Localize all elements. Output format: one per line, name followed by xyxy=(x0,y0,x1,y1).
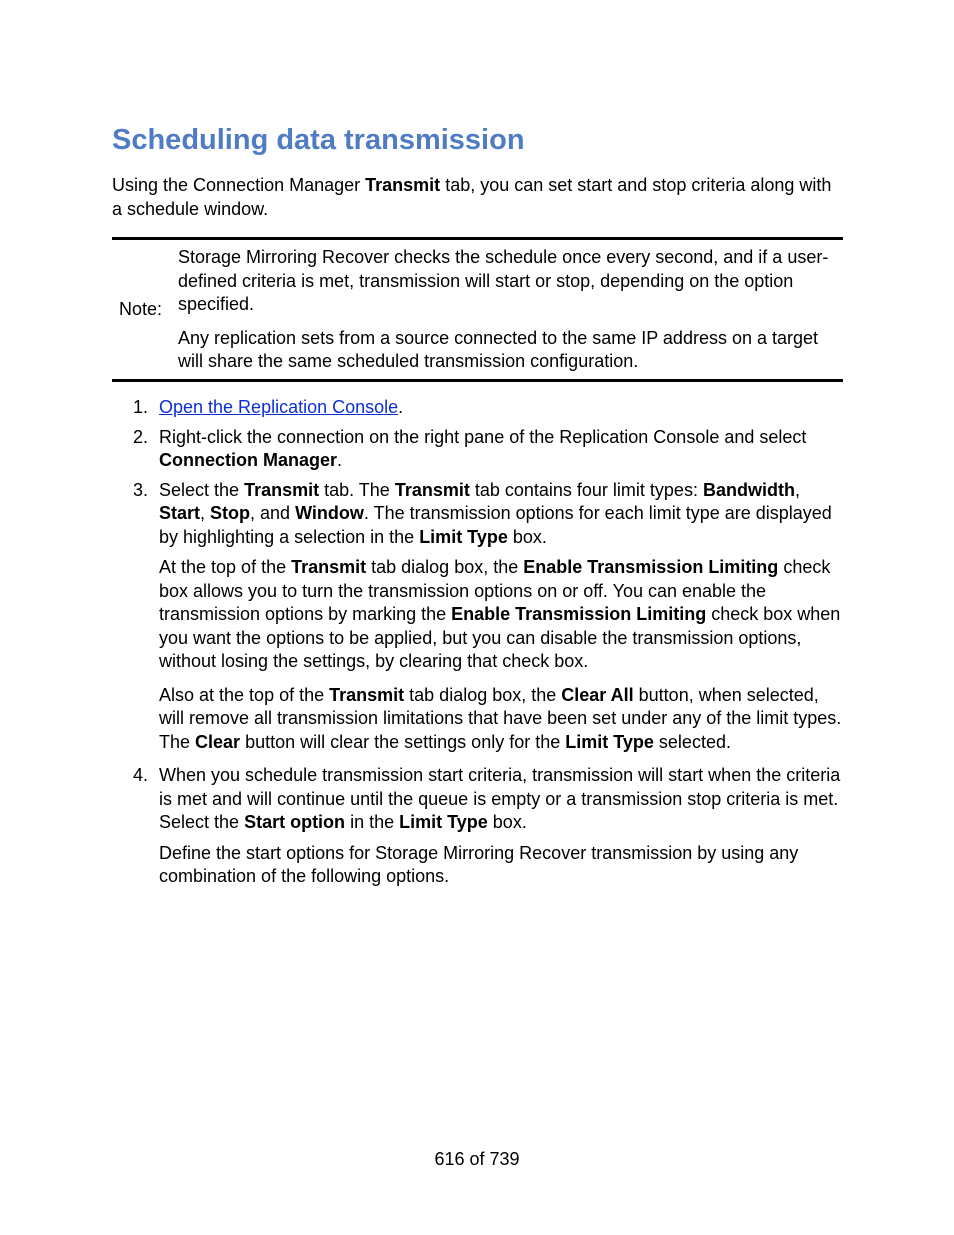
note-box xyxy=(112,237,843,382)
step-4-text: When you schedule transmission start criteria, transmission will start when the criteria is met and will continue until the queue is empty or a transmission stop criteria is met. Select the Start option in the Limit Type box. xyxy=(159,765,841,832)
page-title: Scheduling data transmission xyxy=(112,124,525,156)
note-label: Note: xyxy=(119,299,163,319)
page-number: 616 of 739 xyxy=(434,1149,520,1169)
step-number: 3. xyxy=(133,479,149,500)
step-3-clear-all-paragraph: Also at the top of the Transmit tab dialog box, the Clear All button, when selected, will remove all transmission limitations that have been set under any of the limit types. The Clear button will clear the settings only for the Limit Type selected. xyxy=(159,684,842,752)
step-number: 1. xyxy=(133,397,149,417)
step-number: 4. xyxy=(133,765,149,785)
note-body xyxy=(178,246,842,384)
step-4 xyxy=(112,764,847,889)
step-1: 1. Open the Replication Console. xyxy=(112,396,847,420)
step-3-text: Select the Transmit tab. The Transmit tab contains four limit types: Bandwidth, Start, Stop, and Window. The transmission options for each limit type are displayed by highlighting a selection in the Limit Type box. xyxy=(159,479,832,547)
intro-paragraph: Using the Connection Manager Transmit tab, you can set start and stop criteria along with a schedule window. xyxy=(112,175,832,219)
steps-list xyxy=(112,396,847,889)
step-number: 2. xyxy=(133,426,149,447)
step-4-define-options-paragraph: Define the start options for Storage Mirroring Recover transmission by using any combination of the following options. xyxy=(159,842,799,886)
open-replication-console-link[interactable]: Open the Replication Console xyxy=(159,397,399,417)
step-2-text: Right-click the connection on the right pane of the Replication Console and select Connection Manager. xyxy=(159,426,807,470)
note-paragraph-2: Any replication sets from a source connected to the same IP address on a target will share the same scheduled transmission configuration. xyxy=(178,327,819,371)
step-3 xyxy=(112,479,847,755)
step-2 xyxy=(112,426,847,473)
step-3-enable-limiting-paragraph: At the top of the Transmit tab dialog box, the Enable Transmission Limiting check box allows you to turn the transmission options on or off. You can enable the transmission options by marking the Enable Transmission Limiting check box when you want the options to be applied, but you can disable the transmission options, without losing the settings, by clearing that check box. xyxy=(159,557,841,671)
note-paragraph-1: Storage Mirroring Recover checks the schedule once every second, and if a user-defined criteria is met, transmission will start or stop, depending on the option specified. xyxy=(178,247,829,314)
